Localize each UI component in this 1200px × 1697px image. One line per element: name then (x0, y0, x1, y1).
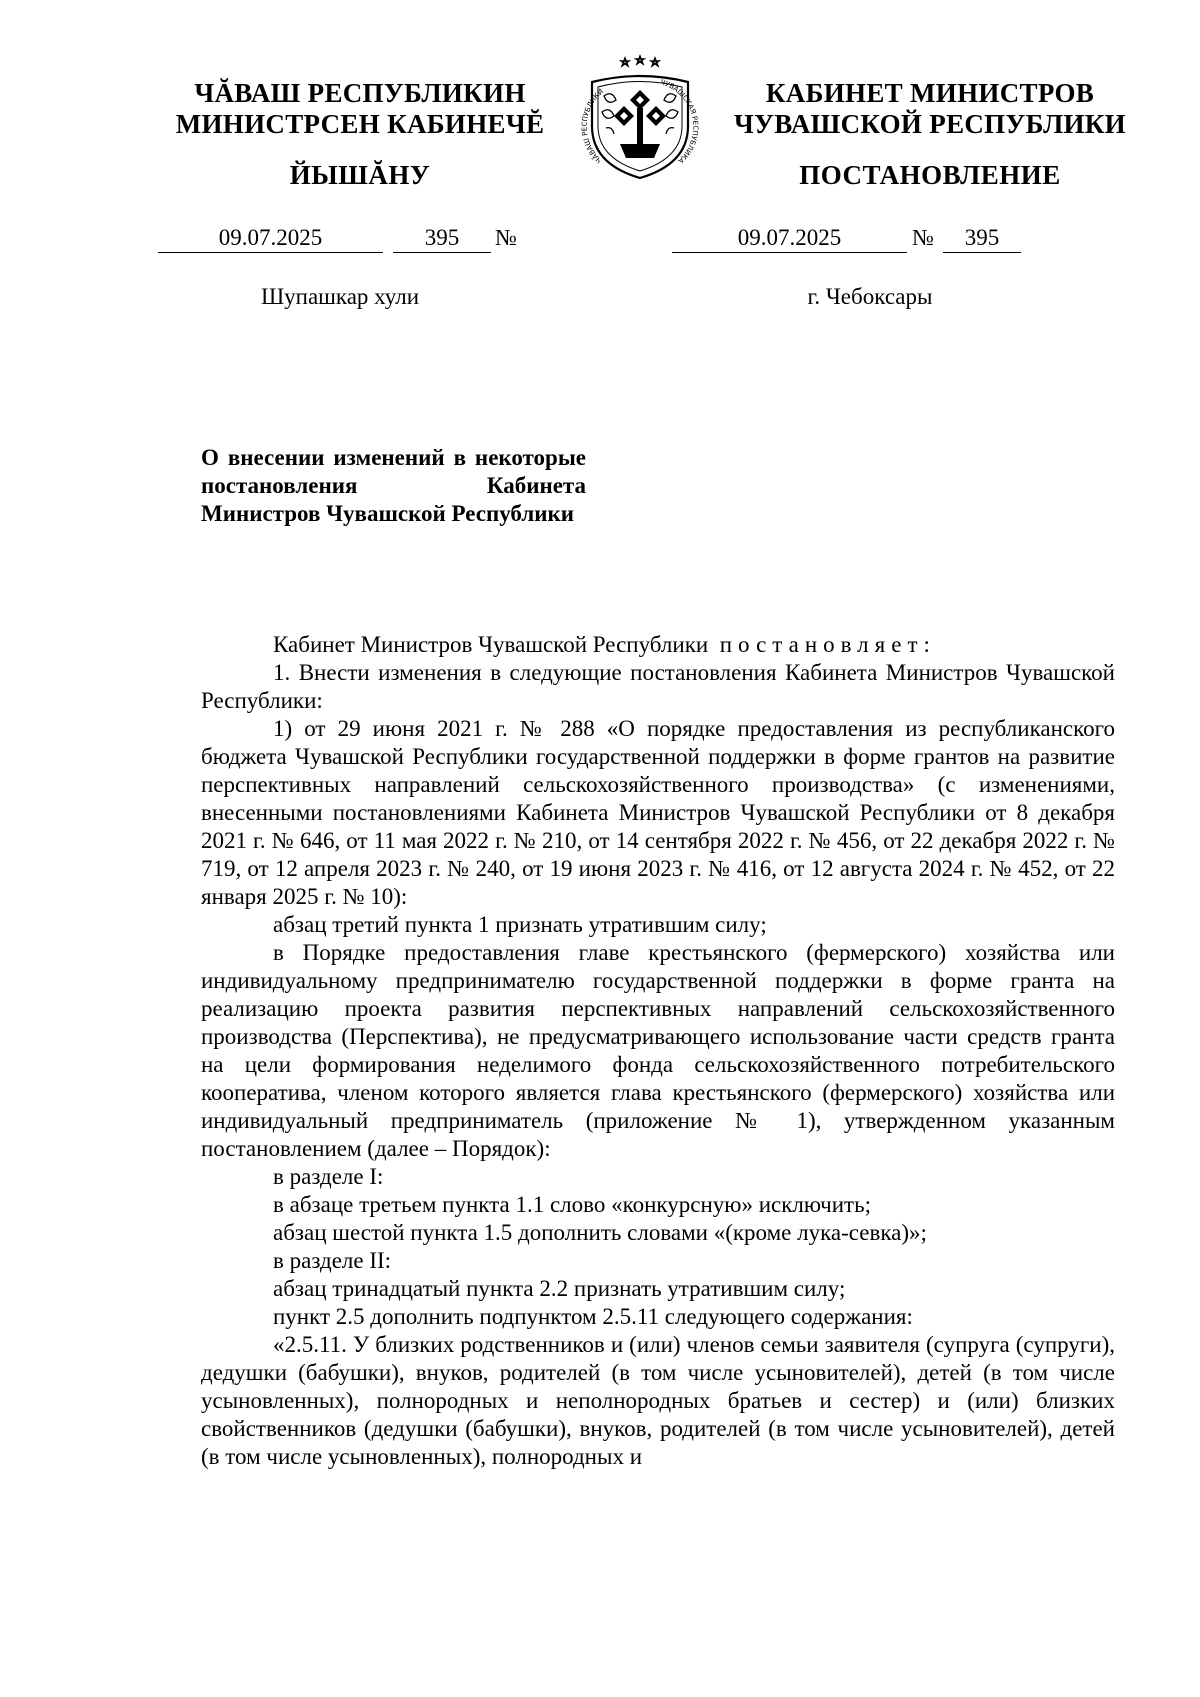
intro-verb: постановляет: (719, 632, 936, 657)
header-left-line2: МИНИСТРСЕН КАБИНЕЧĔ (175, 109, 545, 139)
chuvash-republic-emblem-icon (562, 52, 718, 182)
body-paragraph: пункт 2.5 дополнить подпунктом 2.5.11 следующего содержания: (273, 1304, 913, 1329)
body-paragraph: в Порядке предоставления главе крестьянского (фермерского) хозяйства или индивидуальному предпринимателю государственной поддержки в форме гранта на реализацию проекта развития перспективных направлений сельскохозяйственного производства (Перспектива), не предусматривающего использование части средств гранта на цели формирования неделимого фонда сельскохозяйственного потребительского кооператива, членом которого является глава крестьянского (фермерского) хозяйства или индивидуальный предприниматель (приложение № 1), утвержденном указанным постановлением (далее – Порядок): (201, 940, 1115, 1161)
doc-type-left: ЙЫШĂНУ (289, 160, 431, 190)
doc-type-right: ПОСТАНОВЛЕНИЕ (799, 160, 1061, 190)
place-left: Шупашкар хули (260, 284, 420, 309)
document-body (201, 631, 1115, 1471)
emblem-ring-text-right: ЧУВАШСКАЯ РЕСПУБЛИКА (659, 78, 700, 165)
intro-prefix: Кабинет Министров Чувашской Республики (273, 632, 709, 657)
header-left (160, 78, 560, 140)
header-left-line1: ЧĂВАШ РЕСПУБЛИКИН (194, 78, 526, 108)
body-paragraph: в разделе II: (273, 1248, 392, 1273)
body-paragraph: абзац третий пункта 1 признать утратившим силу; (273, 912, 767, 937)
header-right-line2: ЧУВАШСКОЙ РЕСПУБЛИКИ (734, 109, 1126, 139)
left-date-field: 09.07.2025 (158, 225, 383, 253)
body-paragraph: в разделе I: (273, 1164, 384, 1189)
left-number-sign: № (495, 225, 517, 250)
document-subject: О внесении изменений в некоторые постановления Кабинета Министров Чувашской Республики (201, 445, 586, 526)
place-right: г. Чебоксары (807, 284, 933, 309)
body-paragraph: абзац шестой пункта 1.5 дополнить словами «(кроме лука-севка)»; (273, 1220, 927, 1245)
right-number-field: 395 (943, 225, 1021, 253)
right-date-field: 09.07.2025 (672, 225, 907, 253)
body-paragraph: 1. Внести изменения в следующие постановления Кабинета Министров Чувашской Республики: (201, 660, 1115, 713)
emblem-ring-text-left: ЧĂВАШ РЕСПУБЛИКИ (580, 87, 605, 165)
body-paragraph: абзац тринадцатый пункта 2.2 признать утратившим силу; (273, 1276, 846, 1301)
body-intro (201, 631, 1115, 659)
body-paragraph: в абзаце третьем пункта 1.1 слово «конкурсную» исключить; (273, 1192, 871, 1217)
header-right-line1: КАБИНЕТ МИНИСТРОВ (765, 78, 1095, 108)
header-right (720, 78, 1140, 140)
body-paragraph: «2.5.11. У близких родственников и (или) членов семьи заявителя (супруга (супруги), дедушки (бабушки), внуков, родителей (в том числе усыновителей), детей (в том числе усыновленных), полнородных и неполнородных братьев и сестер) и (или) близких свойственников (дедушки (бабушки), внуков, родителей (в том числе усыновителей), детей (в том числе усыновленных), полнородных и (201, 1332, 1115, 1469)
right-number-sign: № (912, 225, 934, 250)
body-paragraph: 1) от 29 июня 2021 г. № 288 «О порядке предоставления из республиканского бюджета Чувашской Республики государственной поддержки в форме грантов на развитие перспективных направлений сельскохозяйственного производства» (с изменениями, внесенными постановлениями Кабинета Министров Чувашской Республики от 8 декабря 2021 г. № 646, от 11 мая 2022 г. № 210, от 14 сентября 2022 г. № 456, от 22 декабря 2022 г. № 719, от 12 апреля 2023 г. № 240, от 19 июня 2023 г. № 416, от 12 августа 2024 г. № 452, от 22 января 2025 г. № 10): (201, 716, 1115, 909)
left-number-field: 395 (393, 225, 491, 253)
